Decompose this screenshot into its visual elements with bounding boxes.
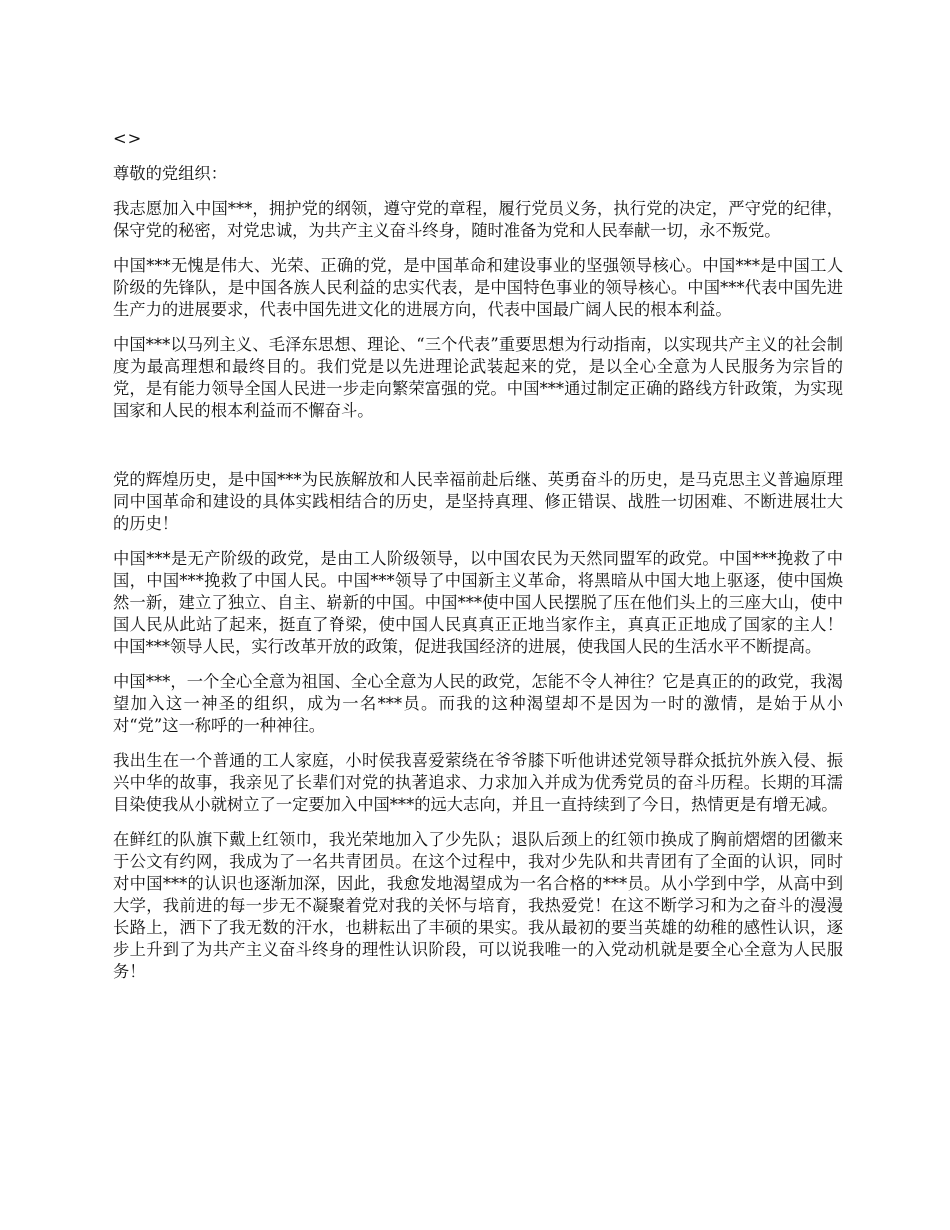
paragraph: 在鲜红的队旗下戴上红领巾，我光荣地加入了少先队；退队后颈上的红领巾换成了胸前熠熠的团徽来于公文有约网，我成为了一名共青团员。在这个过程中，我对少先队和共青团有了全面的认识，同时对中国***的认识也逐渐加深，因此，我愈发地渴望成为一名合格的***员。从小学到中学，从高中到大学，我前进的每一步无不凝聚着党对我的关怀与培育，我热爱党！在这不断学习和为之奋斗的漫漫长路上，洒下了我无数的汗水，也耕耘出了丰硕的果实。我从最初的要当英雄的幼稚的感性认识，逐步上升到了为共产主义奋斗终身的理性认识阶段，可以说我唯一的入党动机就是要全心全意为人民服务！ bbox=[113, 830, 843, 981]
section-gap bbox=[113, 435, 843, 469]
paragraph: 我志愿加入中国***，拥护党的纲领，遵守党的章程，履行党员义务，执行党的决定，严守党的纪律，保守党的秘密，对党忠诚，为共产主义奋斗终身，随时准备为党和人民奉献一切，永不叛党。 bbox=[113, 199, 843, 240]
paragraph: 中国***以马列主义、毛泽东思想、理论、“三个代表”重要思想为行动指南，以实现共产主义的社会制度为最高理想和最终目的。我们党是以先进理论武装起来的党，是以全心全意为人民服务为宗旨的党，是有能力领导全国人民进一步走向繁荣富强的党。中国***通过制定正确的路线方针政策，为实现国家和人民的根本利益而不懈奋斗。 bbox=[113, 335, 843, 420]
paragraph: 我出生在一个普通的工人家庭，小时侯我喜爱萦绕在爷爷膝下听他讲述党领导群众抵抗外族入侵、振兴中华的故事，我亲见了长辈们对党的执著追求、力求加入并成为优秀党员的奋斗历程。长期的耳濡目染使我从小就树立了一定要加入中国***的远大志向，并且一直持续到了今日，热情更是有增无减。 bbox=[113, 751, 843, 814]
paragraph: 中国***，一个全心全意为祖国、全心全意为人民的政党，怎能不令人神往？它是真正的的政党，我渴望加入这一神圣的组织，成为一名***员。而我的这种渴望却不是因为一时的激情，是始于从小对“党”这一称呼的一种神往。 bbox=[113, 672, 843, 735]
paragraph: 党的辉煌历史，是中国***为民族解放和人民幸福前赴后继、英勇奋斗的历史，是马克思主义普遍原理同中国革命和建设的具体实践相结合的历史，是坚持真理、修正错误、战胜一切困难、不断进展壮大的历史！ bbox=[113, 470, 843, 533]
document-page bbox=[113, 128, 843, 996]
paragraph: 中国***是无产阶级的政党，是由工人阶级领导，以中国农民为天然同盟军的政党。中国***挽救了中国，中国***挽救了中国人民。中国***领导了中国新主义革命，将黑暗从中国大地上驱逐，使中国焕然一新，建立了独立、自主、崭新的中国。中国***使中国人民摆脱了压在他们头上的三座大山，使中国人民从此站了起来，挺直了脊梁，使中国人民真真正正地当家作主，真真正正地成了国家的主人！中国***领导人民，实行改革开放的政策，促进我国经济的进展，使我国人民的生活水平不断提高。 bbox=[113, 549, 843, 656]
salutation: 尊敬的党组织： bbox=[113, 164, 227, 183]
paragraph: 中国***无愧是伟大、光荣、正确的党，是中国革命和建设事业的坚强领导核心。中国***是中国工人阶级的先锋队，是中国各族人民利益的忠实代表，是中国特色事业的领导核心。中国***代表中国先进生产力的进展要求，代表中国先进文化的进展方向，代表中国最广阔人民的根本利益。 bbox=[113, 256, 843, 319]
tag-line: <> bbox=[113, 129, 143, 148]
